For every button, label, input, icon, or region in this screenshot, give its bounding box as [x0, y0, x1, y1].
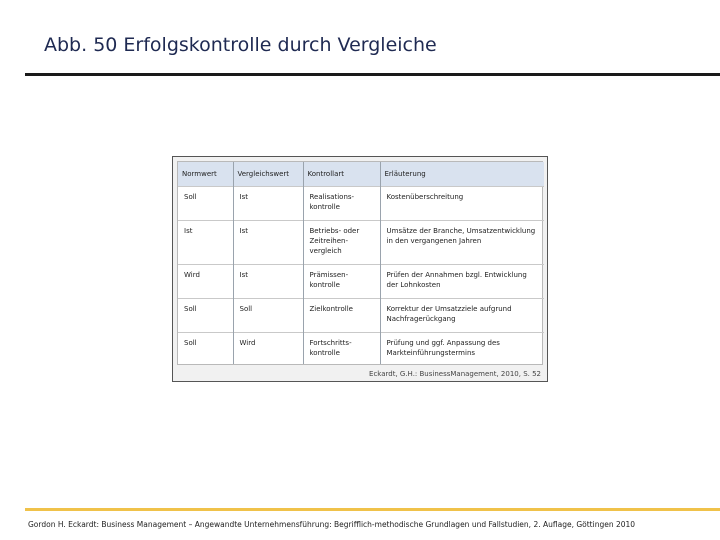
header-vergleichswert: Vergleichswert	[233, 162, 303, 187]
cell-vergleichswert: Ist	[233, 265, 303, 299]
cell-vergleichswert: Wird	[233, 333, 303, 365]
cell-erlaeuterung: Umsätze der Branche, Umsatzentwicklung in den vergangenen Jahren	[380, 221, 544, 265]
table-row	[178, 221, 544, 265]
slide-title: Abb. 50 Erfolgskontrolle durch Vergleiche	[44, 34, 437, 56]
header-erlaeuterung: Erläuterung	[380, 162, 544, 187]
cell-normwert: Ist	[178, 221, 233, 265]
cell-kontrollart: Betriebs- oder Zeitreihenvergleich	[303, 221, 380, 265]
table-row	[178, 265, 544, 299]
cell-erlaeuterung: Prüfung und ggf. Anpassung des Markteinführungstermins	[380, 333, 544, 365]
cell-vergleichswert: Ist	[233, 221, 303, 265]
footer-divider	[25, 508, 720, 511]
cell-kontrollart: Prämissenkontrolle	[303, 265, 380, 299]
comparison-table	[178, 162, 544, 364]
cell-erlaeuterung: Kostenüberschreitung	[380, 187, 544, 221]
cell-vergleichswert: Soll	[233, 299, 303, 333]
cell-normwert: Wird	[178, 265, 233, 299]
comparison-table-figure	[172, 156, 548, 382]
cell-normwert: Soll	[178, 299, 233, 333]
header-normwert: Normwert	[178, 162, 233, 187]
cell-normwert: Soll	[178, 333, 233, 365]
cell-kontrollart: Fortschrittskontrolle	[303, 333, 380, 365]
table-source-caption: Eckardt, G.H.: BusinessManagement, 2010, S. 52	[369, 370, 541, 378]
cell-erlaeuterung: Prüfen der Annahmen bzgl. Entwicklung der Lohnkosten	[380, 265, 544, 299]
cell-vergleichswert: Ist	[233, 187, 303, 221]
table-row	[178, 299, 544, 333]
footer-citation: Gordon H. Eckardt: Business Management – Angewandte Unternehmensführung: Begrifflich-methodische Grundlagen und Fallstudien, 2. Auflage, Göttingen 2010	[28, 520, 636, 529]
cell-kontrollart: Zielkontrolle	[303, 299, 380, 333]
table-header-row	[178, 162, 544, 187]
header-kontrollart: Kontrollart	[303, 162, 380, 187]
cell-normwert: Soll	[178, 187, 233, 221]
cell-kontrollart: Realisationskontrolle	[303, 187, 380, 221]
table-row	[178, 333, 544, 365]
title-divider	[25, 73, 720, 76]
cell-erlaeuterung: Korrektur der Umsatzziele aufgrund Nachfragerückgang	[380, 299, 544, 333]
table-row	[178, 187, 544, 221]
comparison-table-container	[177, 161, 543, 365]
